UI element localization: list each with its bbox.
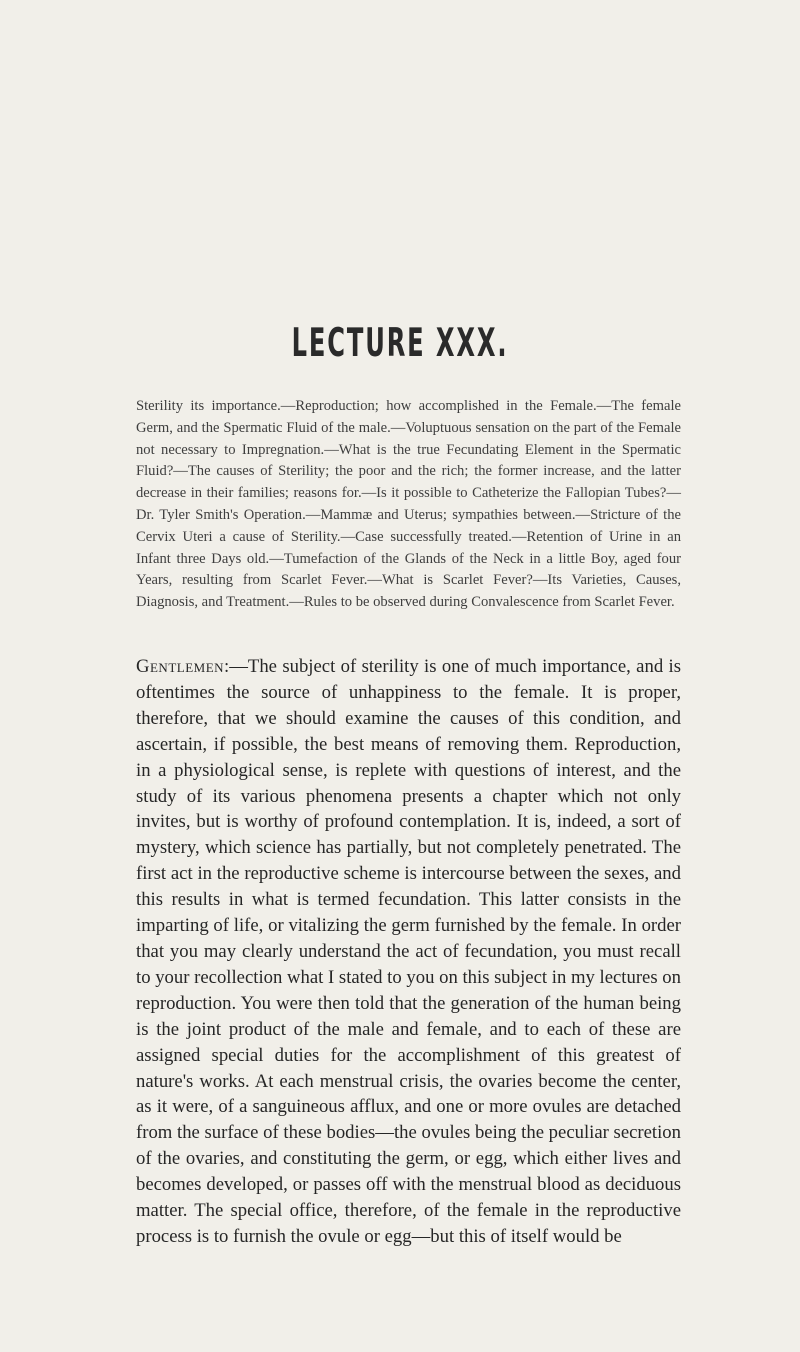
lecture-title: LECTURE XXX. — [291, 321, 509, 366]
body-paragraph-text: :—The subject of sterility is one of much importance, and is oftentimes the source of unhappiness to the female. It is proper, therefore, that we should examine the causes of this condition, and ascertain, if possible, the best means of removing them. Reproduction, in a physiological sense, is replete with questions of interest, and the study of its various phenomena presents a chapter which not only invites, but is worthy of profound contemplation. It is, indeed, a sort of mystery, which science has partially, but not completely penetrated. The first act in the reproductive scheme is intercourse between the sexes, and this results in what is termed fecundation. This latter consists in the imparting of life, or vitalizing the germ furnished by the female. In order that you may clearly understand the act of fecundation, you must recall to your recollection what I stated to you on this subject in my lectures on reproduction. You were then told that the generation of the human being is the joint product of the male and female, and to each of these are assigned special duties for the accomplishment of this greatest of nature's works. At each menstrual crisis, the ovaries become the center, as it were, of a sanguineous afflux, and one or more ovules are detached from the surface of these bodies—the ovules being the peculiar secretion of the ovaries, and constituting the germ, or egg, which either lives and becomes developed, or passes off with the menstrual blood as deciduous matter. The special office, therefore, of the female in the reproductive process is to furnish the ovule or egg—but this of itself would be — [136, 656, 681, 1247]
body-paragraph — [136, 654, 681, 1250]
salutation: Gentlemen — [136, 656, 225, 677]
lecture-summary: Sterility its importance.—Reproduction; how accomplished in the Female.—The female Germ, and the Spermatic Fluid of the male.—Voluptuous sensation on the part of the Female not necessary to Impregnation.—What is the true Fecundating Element in the Spermatic Fluid?—The causes of Sterility; the poor and the rich; the former increase, and the latter decrease in their families; reasons for.—Is it possible to Catheterize the Fallopian Tubes?—Dr. Tyler Smith's Operation.—Mammæ and Uterus; sympathies between.—Stricture of the Cervix Uteri a cause of Sterility.—Case successfully treated.—Retention of Urine in an Infant three Days old.—Tumefaction of the Glands of the Neck in a little Boy, aged four Years, resulting from Scarlet Fever.—What is Scarlet Fever?—Its Varieties, Causes, Diagnosis, and Treatment.—Rules to be observed during Convalescence from Scarlet Fever. — [136, 398, 681, 611]
